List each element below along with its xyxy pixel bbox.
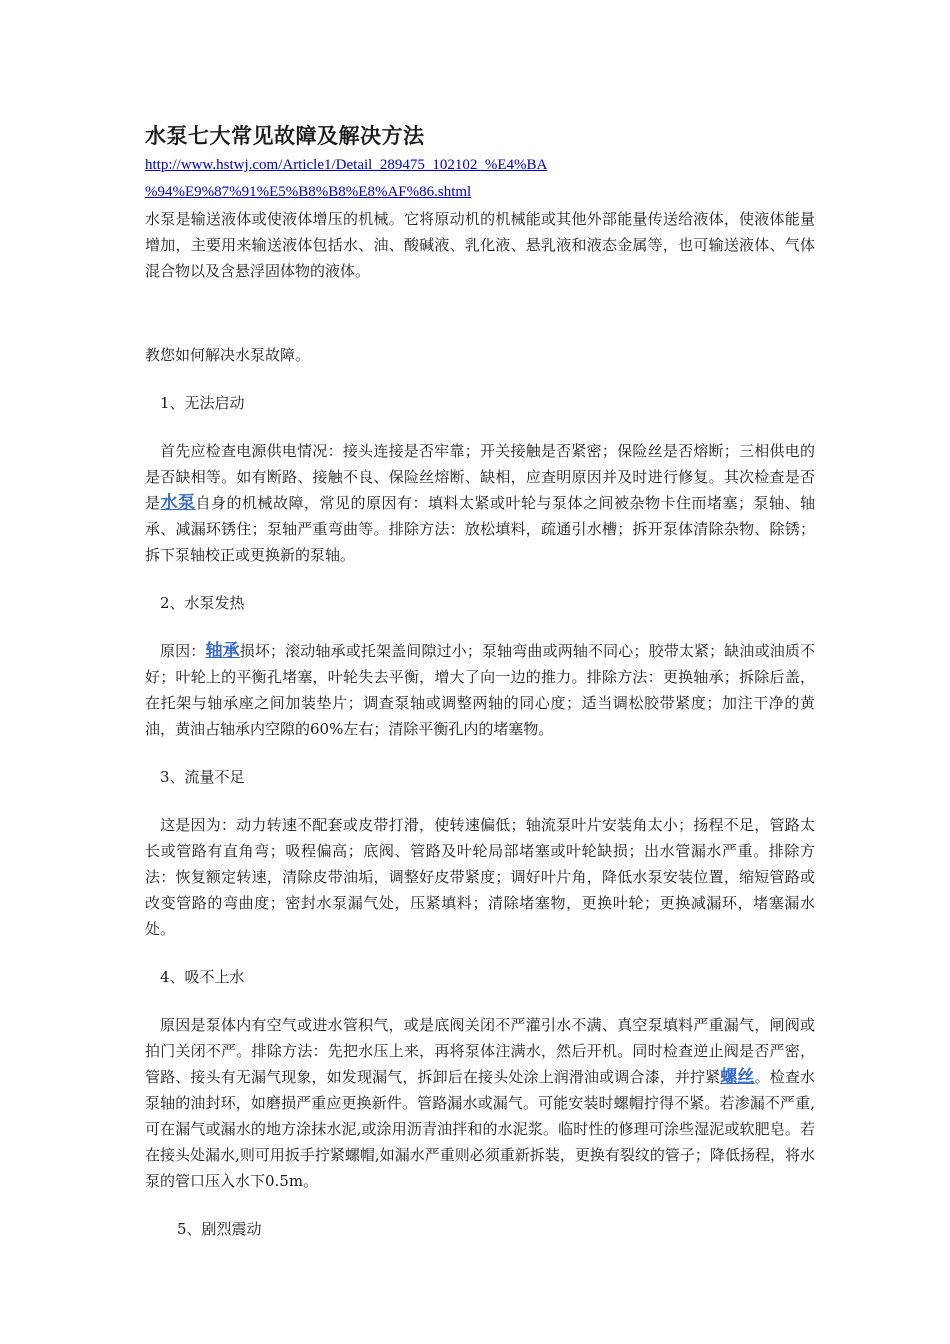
section-body-4: [145, 1012, 815, 1194]
section-body-1: [145, 438, 815, 568]
lead-text: 教您如何解决水泵故障。: [145, 346, 311, 364]
section-body-2: [145, 638, 815, 742]
section-heading-1: 1、无法启动: [160, 394, 245, 412]
article-title: 水泵七大常见故障及解决方法: [145, 124, 425, 148]
section-heading-2: 2、水泵发热: [160, 594, 245, 612]
intro-paragraph: 水泵是输送液体或使液体增压的机械。它将原动机的机械能或其他外部能量传送给液体，使液体能量增加，主要用来输送液体包括水、油、酸碱液、乳化液、悬乳液和液态金属等，也可输送液体、气体混合物以及含悬浮固体物的液体。: [145, 210, 815, 280]
section-1-text-a: 首先应检查电源供电情况：接头连接是否牢靠；开关接触是否紧密；保险丝是否熔断；三相供电的是否缺相等。如有断路、接触不良、保险丝熔断、缺相，应查明原因并及时进行修复。其次检查是否是: [145, 442, 815, 512]
section-body-3: 这是因为：动力转速不配套或皮带打滑，使转速偏低；轴流泵叶片安装角太小；扬程不足，管路太长或管路有直角弯；吸程偏高；底阀、管路及叶轮局部堵塞或叶轮缺损；出水管漏水严重。排除方法：恢复额定转速，清除皮带油垢，调整好皮带紧度；调好叶片角，降低水泵安装位置，缩短管路或改变管路的弯曲度；密封水泵漏气处，压紧填料；清除堵塞物，更换叶轮；更换减漏环，堵塞漏水处。: [145, 816, 815, 938]
section-heading-5: 5、剧烈震动: [177, 1220, 262, 1238]
source-link-line2: %94%E9%87%91%E5%B8%B8%E8%AF%86.shtml: [145, 184, 472, 200]
section-4-text-b: 。检查水泵轴的油封环，如磨损严重应更换新件。管路漏水或漏气。可能安装时螺帽拧得不紧。若渗漏不严重,可在漏气或漏水的地方涂抹水泥,或涂用沥青油拌和的水泥浆。临时性的修理可涂些湿泥或软肥皂。若在接头处漏水,则可用扳手拧紧螺帽,如漏水严重则必须重新拆装，更换有裂纹的管子；降低扬程，将水泵的管口压入水下0.5m。: [145, 1068, 815, 1190]
keyword-link-pump[interactable]: 水泵: [160, 493, 196, 513]
keyword-link-bearing[interactable]: 轴承: [205, 641, 240, 661]
keyword-link-screw[interactable]: 螺丝: [720, 1067, 755, 1087]
section-1-text-b: 自身的机械故障，常见的原因有：填料太紧或叶轮与泵体之间被杂物卡住而堵塞；泵轴、轴承、减漏环锈住；泵轴严重弯曲等。排除方法：放松填料，疏通引水槽；拆开泵体清除杂物、除锈；拆下泵轴校正或更换新的泵轴。: [145, 494, 815, 564]
source-link-line1: http://www.hstwj.com/Article1/Detail_289475_102102_%E4%BA: [145, 157, 548, 173]
document-page: [145, 120, 815, 1242]
section-heading-4: 4、吸不上水: [160, 968, 245, 986]
section-heading-3: 3、流量不足: [160, 768, 245, 786]
section-2-text-a: 原因：: [160, 642, 206, 660]
section-4-text-a: 原因是泵体内有空气或进水管积气，或是底阀关闭不严灌引水不满、真空泵填料严重漏气，闸阀或拍门关闭不严。排除方法：先把水压上来，再将泵体注满水，然后开机。同时检查逆止阀是否严密，管路、接头有无漏气现象，如发现漏气，拆卸后在接头处涂上润滑油或调合漆，并拧紧: [145, 1016, 815, 1086]
section-2-text-b: 损坏；滚动轴承或托架盖间隙过小；泵轴弯曲或两轴不同心；胶带太紧；缺油或油质不好；叶轮上的平衡孔堵塞，叶轮失去平衡，增大了向一边的推力。排除方法：更换轴承；拆除后盖，在托架与轴承座之间加装垫片；调查泵轴或调整两轴的同心度；适当调松胶带紧度；加注干净的黄油，黄油占轴承内空隙的60%左右；清除平衡孔内的堵塞物。: [145, 642, 815, 738]
source-link[interactable]: [145, 152, 815, 206]
